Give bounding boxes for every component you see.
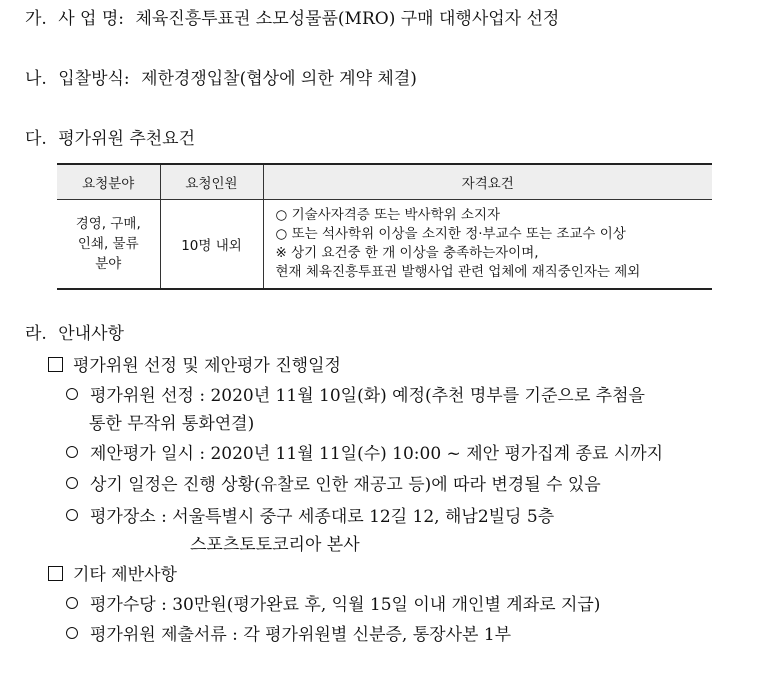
- bullet-circle-icon: [66, 509, 78, 521]
- field-line: 경영, 구매,: [75, 215, 141, 232]
- section-na-label: 입찰방식:: [58, 69, 130, 89]
- checkbox-square-icon: [48, 357, 63, 372]
- requirements-table: [57, 163, 712, 290]
- misc-item-text: 평가수당 : 30만원(평가완료 후, 익월 15일 이내 개인별 계좌로 지급): [90, 595, 601, 615]
- section-na: [25, 68, 417, 90]
- bullet-circle-icon: [66, 597, 78, 609]
- list-item: [66, 443, 663, 465]
- misc-item-text: 평가위원 제출서류 : 각 평가위원별 신분증, 통장사본 1부: [90, 625, 512, 645]
- qual-line: 현재 체육진흥투표권 발행사업 관련 업체에 재직중인자는 제외: [275, 263, 641, 280]
- bullet-circle-icon: [66, 446, 78, 458]
- schedule-item-text: 제안평가 일시 : 2020년 11월 11일(수) 10:00 ~ 제안 평가집계 종료 시까지: [90, 444, 664, 464]
- schedule-title: 평가위원 선정 및 제안평가 진행일정: [73, 356, 341, 376]
- qual-line: ※ 상기 요건중 한 개 이상을 충족하는자이며,: [275, 244, 539, 261]
- header-quals: 자격요건: [263, 164, 712, 199]
- table-row: [57, 199, 712, 289]
- cell-field: [57, 199, 160, 289]
- subsection-schedule: [48, 355, 341, 377]
- field-line: 인쇄, 물류: [77, 235, 139, 252]
- header-field: 요청분야: [57, 164, 160, 199]
- table-header-row: [57, 164, 712, 199]
- checkbox-square-icon: [48, 566, 63, 581]
- schedule-item-text: 평가장소 : 서울특별시 중구 세종대로 12길 12, 해남2빌딩 5층: [90, 507, 555, 527]
- schedule-item-text: 상기 일정은 진행 상황(유찰로 인한 재공고 등)에 따라 변경될 수 있음: [90, 475, 601, 495]
- list-item-continuation: 통한 무작위 통화연결): [89, 414, 255, 434]
- header-count: 요청인원: [160, 164, 263, 199]
- section-ga-value: 체육진흥투표권 소모성물품(MRO) 구매 대행사업자 선정: [135, 9, 560, 29]
- subsection-misc: [48, 564, 177, 586]
- section-da: [25, 128, 195, 150]
- bullet-circle-icon: [66, 388, 78, 400]
- section-da-label: 평가위원 추천요건: [58, 129, 196, 149]
- cell-count: 10명 내외: [160, 199, 263, 289]
- cell-quals: [263, 199, 712, 289]
- list-item: [66, 506, 554, 528]
- section-ga-label: 사 업 명:: [58, 9, 125, 29]
- section-ga: [25, 8, 559, 30]
- field-line: 분야: [95, 255, 122, 272]
- misc-title: 기타 제반사항: [73, 565, 177, 585]
- list-item-continuation: 스포츠토토코리아 본사: [190, 535, 360, 555]
- section-ra-label: 안내사항: [58, 324, 124, 344]
- list-item: [66, 594, 600, 616]
- bullet-circle-icon: [66, 477, 78, 489]
- list-item: [66, 474, 601, 496]
- section-na-mark: 나.: [25, 69, 47, 89]
- bullet-circle-icon: [66, 627, 78, 639]
- section-ga-mark: 가.: [25, 9, 47, 29]
- section-ra-mark: 라.: [25, 324, 47, 344]
- section-na-value: 제한경쟁입찰(협상에 의한 계약 체결): [141, 69, 417, 89]
- qual-line: ○ 또는 석사학위 이상을 소지한 정·부교수 또는 조교수 이상: [275, 225, 626, 242]
- list-item: [66, 385, 645, 407]
- section-da-mark: 다.: [25, 129, 47, 149]
- schedule-item-text: 평가위원 선정 : 2020년 11월 10일(화) 예정(추천 명부를 기준으로 추첨을: [90, 386, 645, 406]
- section-ra: [25, 323, 124, 345]
- list-item: [66, 624, 511, 646]
- qual-line: ○ 기술사자격증 또는 박사학위 소지자: [275, 206, 501, 223]
